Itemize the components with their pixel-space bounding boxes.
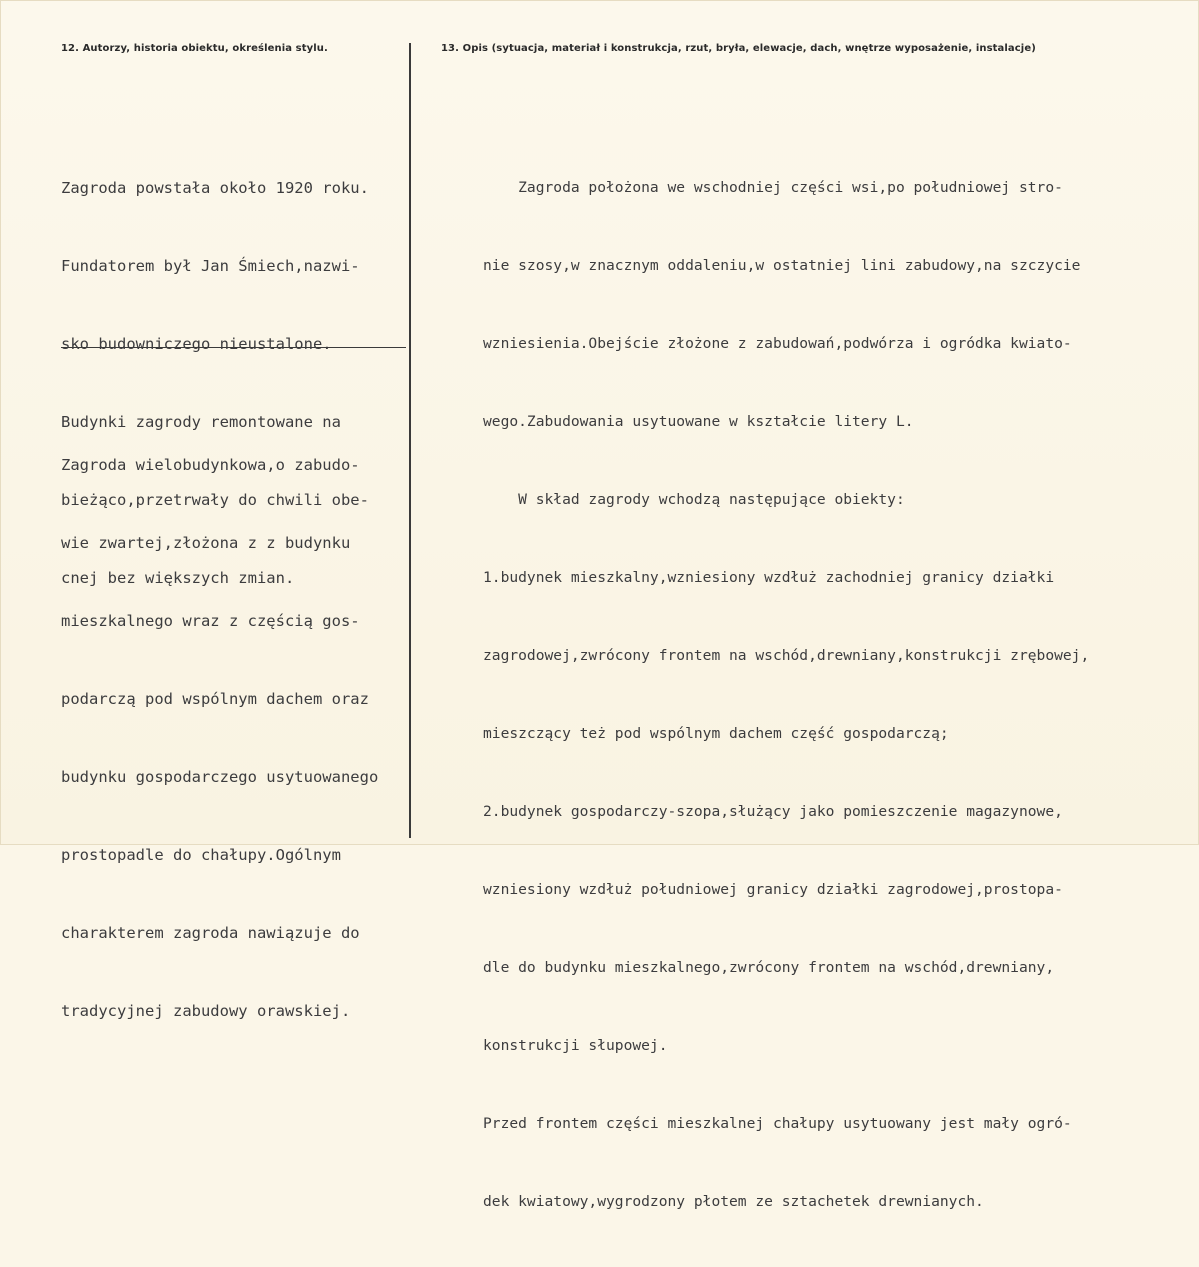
typed-line: wego.Zabudowania usytuowane w kształcie litery L. bbox=[483, 413, 914, 430]
section-13-description-text bbox=[483, 123, 1089, 1267]
column-divider bbox=[409, 43, 411, 838]
section-12-style-text bbox=[61, 400, 378, 1076]
typed-line: bieżąco,przetrwały do chwili obe- bbox=[61, 491, 369, 509]
typed-line: budynku gospodarczego usytuowanego bbox=[61, 768, 379, 786]
typed-line: 2.budynek gospodarczy-szopa,służący jako pomieszczenie magazynowe, bbox=[483, 803, 1063, 820]
typed-line: zagrodowej,zwrócony frontem na wschód,drewniany,konstrukcji zrębowej, bbox=[483, 647, 1090, 664]
typed-line: charakterem zagroda nawiązuje do bbox=[61, 924, 360, 942]
section-12-header: 12. Autorzy, historia obiektu, określenia stylu. bbox=[61, 43, 328, 54]
typed-line: tradycyjnej zabudowy orawskiej. bbox=[61, 1002, 351, 1020]
typed-line: prostopadle do chałupy.Ogólnym bbox=[61, 846, 341, 864]
typed-line: Zagroda wielobudynkowa,o zabudo- bbox=[61, 456, 360, 474]
typed-line: Zagroda położona we wschodniej części wsi,po południowej stro- bbox=[483, 179, 1063, 196]
typed-line: podarczą pod wspólnym dachem oraz bbox=[61, 690, 369, 708]
typed-line: Budynki zagrody remontowane na bbox=[61, 413, 341, 431]
typed-line: wzniesienia.Obejście złożone z zabudowań,podwórza i ogródka kwiato- bbox=[483, 335, 1072, 352]
typed-line: Zagroda powstała około 1920 roku. bbox=[61, 179, 369, 197]
typed-line: 1.budynek mieszkalny,wzniesiony wzdłuż zachodniej granicy działki bbox=[483, 569, 1055, 586]
section-13-header: 13. Opis (sytuacja, materiał i konstrukcja, rzut, bryła, elewacje, dach, wnętrze wyposażenie, instalacje) bbox=[441, 43, 1036, 54]
typed-line: mieszkalnego wraz z częścią gos- bbox=[61, 612, 360, 630]
typed-line: Fundatorem był Jan Śmiech,nazwi- bbox=[61, 257, 360, 275]
typed-line: Przed frontem części mieszkalnej chałupy usytuowany jest mały ogró- bbox=[483, 1115, 1072, 1132]
typed-line: cnej bez większych zmian. bbox=[61, 569, 295, 587]
typed-line: dek kwiatowy,wygrodzony płotem ze sztachetek drewnianych. bbox=[483, 1193, 984, 1210]
typed-line: dle do budynku mieszkalnego,zwrócony frontem na wschód,drewniany, bbox=[483, 959, 1055, 976]
typed-line: konstrukcji słupowej. bbox=[483, 1037, 668, 1054]
typed-line: sko budowniczego nieustalone. bbox=[61, 335, 332, 353]
typed-line: wzniesiony wzdłuż południowej granicy działki zagrodowej,prostopa- bbox=[483, 881, 1063, 898]
typed-line: mieszczący też pod wspólnym dachem część gospodarczą; bbox=[483, 725, 949, 742]
typed-line: W skład zagrody wchodzą następujące obiekty: bbox=[483, 491, 905, 508]
typed-line: nie szosy,w znacznym oddaleniu,w ostatniej lini zabudowy,na szczycie bbox=[483, 257, 1081, 274]
typed-line: wie zwartej,złożona z z budynku bbox=[61, 534, 351, 552]
